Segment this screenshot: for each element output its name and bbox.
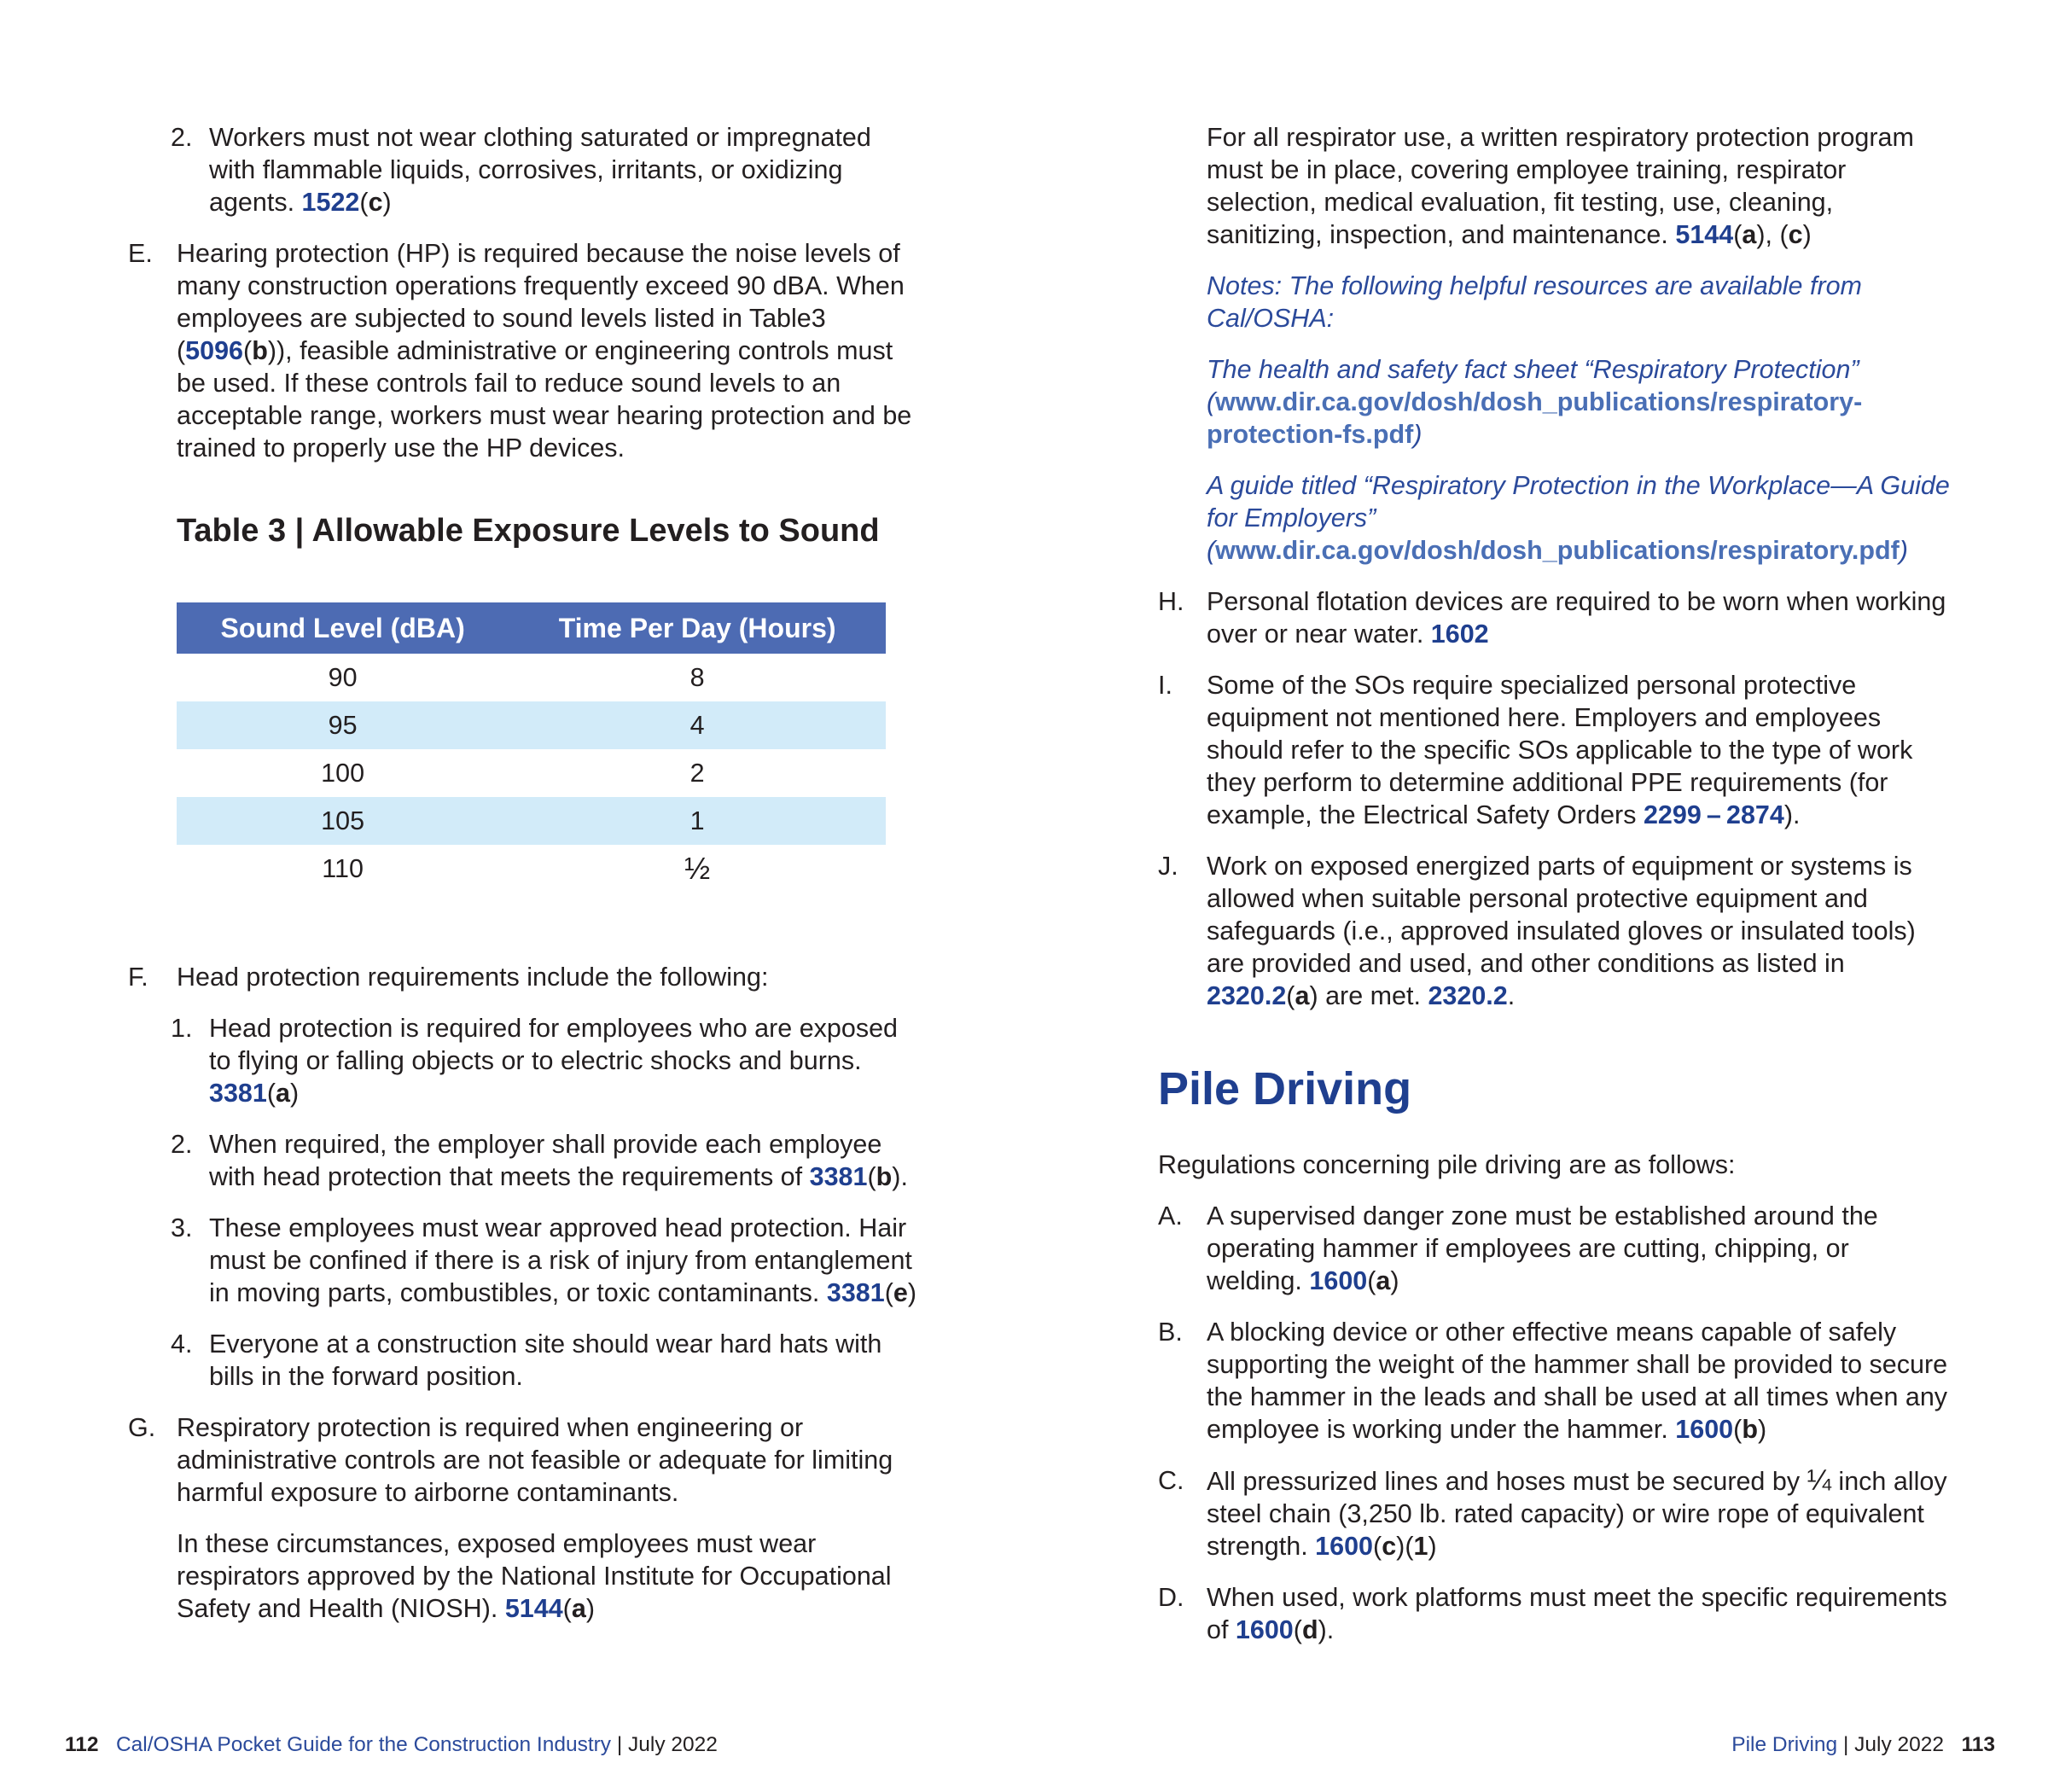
section-lead: Regulations concerning pile driving are as follows:: [1158, 1150, 1736, 1179]
item-text: In these circumstances, exposed employees must wear respirators approved by the National Institute for Occupational Safety and Health (NIOSH).: [177, 1529, 892, 1623]
regulation-link[interactable]: 1600: [1315, 1532, 1374, 1561]
footer-date: | July 2022: [616, 1733, 718, 1756]
left-page: [128, 121, 922, 1644]
page-number: 113: [1961, 1733, 1995, 1756]
table-row: [177, 654, 886, 701]
page-number: 112: [65, 1733, 99, 1756]
sublist: [171, 1012, 922, 1393]
sound-table-wrap: [128, 602, 922, 893]
item-label: I.: [1158, 671, 1172, 700]
item-text: Personal flotation devices are required to be worn when working over or near water.: [1207, 587, 1946, 649]
regulation-link[interactable]: 3381: [826, 1278, 885, 1307]
item-g-continued: For all respirator use, a written respiratory protection program must be in place, covering employee training, respirator selection, medical evaluation, fit testing, use, cleaning, sanitizing, inspection, and maintenance. 5144(a), (c): [1207, 123, 1914, 249]
item-text: Head protection requirements include the following:: [177, 963, 769, 992]
resource-1: The health and safety fact sheet “Respiratory Protection” (www.dir.ca.gov/dosh/dosh_publications/respiratory-protection-fs.pdf): [1207, 355, 1863, 449]
table-cell: 100: [321, 759, 365, 788]
subsection: a: [1742, 220, 1757, 249]
item-label: F.: [128, 963, 148, 992]
sound-exposure-table: [177, 602, 886, 893]
list-item-pd: D. When used, work platforms must meet the specific requirements of 1600(d).: [1158, 1583, 1947, 1644]
item-label: 1.: [171, 1014, 193, 1043]
item-text: A blocking device or other effective means capable of safely supporting the weight of the hammer shall be provided to secure the hammer in the leads and shall be used at all times when any employee is working under the hammer.: [1207, 1318, 1948, 1444]
fraction: ¼: [1807, 1464, 1831, 1497]
footer-right: [1731, 1732, 1995, 1758]
section-name: Pile Driving: [1731, 1733, 1838, 1756]
item-label: B.: [1158, 1318, 1183, 1347]
item-label: D.: [1158, 1583, 1184, 1612]
item-text: Hearing protection (HP) is required because the noise levels of many construction operations frequently exceed 90 dBA. When employees are subjected to sound levels listed in Table3 (: [177, 239, 905, 365]
item-text: Everyone at a construction site should wear hard hats with bills in the forward position.: [209, 1329, 882, 1391]
item-label: 4.: [171, 1329, 193, 1359]
table-cell: 105: [177, 797, 509, 845]
regulation-link[interactable]: 2299 – 2874: [1643, 800, 1784, 829]
item-label: C.: [1158, 1466, 1184, 1495]
table-cell: 110: [322, 854, 364, 883]
list-item-f3: 3. These employees must wear approved head protection. Hair must be confined if there is a risk of injury from entanglement in moving parts, combustibles, or toxic contaminants. 3381(e): [171, 1213, 917, 1307]
item-text: Head protection is required for employees who are exposed to flying or falling objects or to electric shocks and burns.: [209, 1014, 899, 1075]
subsection: a: [1376, 1266, 1391, 1295]
regulation-link[interactable]: 5144: [1675, 220, 1734, 249]
item-text: Some of the SOs require specialized personal protective equipment not mentioned here. Employers and employees should refer to the specific SOs applicable to the type of work they perform to determine additional PPE requirements (for example, the Electrical Safety Orders: [1207, 671, 1913, 829]
regulation-link[interactable]: 1602: [1430, 620, 1489, 649]
resource-2: A guide titled “Respiratory Protection in the Workplace—A Guide for Employers” (www.dir.ca.gov/dosh/dosh_publications/respiratory.pdf): [1207, 471, 1950, 565]
table-row: [177, 845, 886, 893]
item-label: 2.: [171, 1130, 193, 1159]
resource-link[interactable]: www.dir.ca.gov/dosh/dosh_publications/respiratory.pdf: [1215, 536, 1900, 565]
list-item-f1: 1. Head protection is required for employees who are exposed to flying or falling objects or to electric shocks and burns. 3381(a): [171, 1014, 899, 1108]
table-row: [177, 701, 886, 749]
item-label: G.: [128, 1413, 156, 1442]
column-header: Sound Level (dBA): [177, 602, 509, 654]
list-item-j: J. Work on exposed energized parts of equipment or systems is allowed when suitable personal protective equipment and safeguards (i.e., approved insulated gloves or insulated tools) are provided and used, and other conditions as listed in 2320.2(a) are met. 2320.2.: [1158, 852, 1916, 1010]
table-row: [177, 749, 886, 797]
regulation-link[interactable]: 3381: [809, 1162, 868, 1191]
item-text: Work on exposed energized parts of equipment or systems is allowed when suitable personal protective equipment and safeguards (i.e., approved insulated gloves or insulated tools) are provided and used, and other conditions as listed in: [1207, 852, 1916, 978]
column-header: Time Per Day (Hours): [509, 602, 886, 654]
item-label: 2.: [171, 123, 193, 152]
item-text: Respiratory protection is required when engineering or administrative controls are not feasible or adequate for limiting harmful exposure to airborne contaminants.: [177, 1413, 893, 1507]
item-label: A.: [1158, 1201, 1183, 1231]
subsection: 1: [1413, 1532, 1428, 1561]
subsection: a: [276, 1079, 290, 1108]
subsection: a: [1295, 981, 1310, 1010]
list-item-f4: [128, 1328, 922, 1393]
list-item-pb: B. A blocking device or other effective means capable of safely supporting the weight of the hammer shall be provided to secure the hammer in the leads and shall be used at all times when any employee is working under the hammer. 1600(b): [1158, 1318, 1948, 1444]
table-cell: 8: [689, 663, 705, 692]
table-cell: 2: [689, 759, 705, 788]
regulation-link[interactable]: 2320.2: [1207, 981, 1287, 1010]
list-item-h: [1158, 585, 1952, 650]
footer-date: | July 2022: [1842, 1733, 1945, 1756]
section-heading: Pile Driving: [1158, 1063, 1412, 1114]
regulation-link[interactable]: 1522: [301, 188, 360, 217]
table-cell: 4: [509, 701, 886, 749]
list-item-d2: 2. Workers must not wear clothing saturated or impregnated with flammable liquids, corrosives, irritants, or oxidizing agents. 1522(c): [171, 123, 871, 217]
table-cell: 1: [509, 797, 886, 845]
table-row: [177, 797, 886, 845]
regulation-link[interactable]: 2320.2: [1428, 981, 1508, 1010]
item-label: 3.: [171, 1213, 193, 1242]
item-text: When used, work platforms must meet the specific requirements of: [1207, 1583, 1947, 1644]
subsection: b: [1742, 1415, 1758, 1444]
item-text: When required, the employer shall provide each employee with head protection that meets the requirements of: [209, 1130, 882, 1191]
note-text: A guide titled “Respiratory Protection in the Workplace—A Guide for Employers”: [1207, 471, 1950, 532]
list-item-f: [128, 961, 922, 1393]
item-text: All pressurized lines and hoses must be secured by: [1207, 1467, 1801, 1496]
note-text: Notes: The following helpful resources are available from Cal/OSHA:: [1207, 271, 1862, 333]
item-text-cont: )), feasible administrative or engineering controls must be used. If these controls fail to reduce sound levels to an acceptable range, workers must wear hearing protection and be trained to properly use the HP devices.: [177, 336, 912, 463]
regulation-link[interactable]: 1600: [1675, 1415, 1734, 1444]
regulation-link[interactable]: 5096: [185, 336, 244, 365]
publication-title: Cal/OSHA Pocket Guide for the Construction Industry: [115, 1733, 612, 1756]
subsection: c: [368, 188, 383, 217]
subsection: e: [893, 1278, 908, 1307]
list-item-pc: C. All pressurized lines and hoses must be secured by ¼ inch alloy steel chain (3,250 lb. rated capacity) or wire rope of equivalent strength. 1600(c)(1): [1158, 1464, 1947, 1561]
item-label: H.: [1158, 587, 1184, 616]
item-text: These employees must wear approved head protection. Hair must be confined if there is a risk of injury from entanglement in moving parts, combustibles, or toxic contaminants.: [209, 1213, 912, 1307]
regulation-link[interactable]: 5144: [504, 1594, 563, 1623]
list-item-e: E. Hearing protection (HP) is required because the noise levels of many construction operations frequently exceed 90 dBA. When employees are subjected to sound levels listed in Table3 (5096(b)), feasible administrative or engineering controls must be used. If these controls fail to reduce sound levels to an acceptable range, workers must wear hearing protection and be trained to properly use the HP devices.: [128, 239, 912, 463]
notes-intro: [1158, 270, 1952, 335]
item-label: J.: [1158, 852, 1178, 881]
list-item-i: I. Some of the SOs require specialized personal protective equipment not mentioned here. Employers and employees should refer to the specific SOs applicable to the type of work they perform to determine additional PPE requirements (for example, the Electrical Safety Orders 2299 – 2874).: [1158, 671, 1913, 829]
regulation-link[interactable]: 3381: [209, 1079, 267, 1108]
list-item-f2: 2. When required, the employer shall provide each employee with head protection that meets the requirements of 3381(b).: [171, 1130, 908, 1191]
subsection: c: [1788, 220, 1803, 249]
subsection: b: [876, 1162, 893, 1191]
regulation-link[interactable]: 1600: [1309, 1266, 1368, 1295]
table-title: Table 3 | Allowable Exposure Levels to Sound: [177, 513, 880, 549]
item-text: A supervised danger zone must be established around the operating hammer if employees are cutting, chipping, or welding.: [1207, 1201, 1878, 1295]
footer-left: [65, 1732, 718, 1758]
item-text: For all respirator use, a written respiratory protection program must be in place, covering employee training, respirator selection, medical evaluation, fit testing, use, cleaning, sanitizing, inspection, and maintenance.: [1207, 123, 1914, 249]
item-g-paragraph: In these circumstances, exposed employees must wear respirators approved by the National Institute for Occupational Safety and Health (NIOSH). 5144(a): [177, 1529, 892, 1623]
resource-link[interactable]: www.dir.ca.gov/dosh/dosh_publications/respiratory-protection-fs.pdf: [1207, 387, 1863, 449]
subsection: d: [1301, 1615, 1318, 1644]
table-cell: 95: [177, 701, 509, 749]
table-cell: 90: [328, 663, 358, 692]
subsection: b: [252, 336, 268, 365]
item-label: E.: [128, 239, 153, 268]
subsection: c: [1382, 1532, 1397, 1561]
regulation-link[interactable]: 1600: [1235, 1615, 1294, 1644]
right-page: [1158, 121, 1952, 1665]
list-item-pa: A. A supervised danger zone must be established around the operating hammer if employees are cutting, chipping, or welding. 1600(a): [1158, 1201, 1878, 1295]
item-text-cont: inch alloy steel chain (3,250 lb. rated capacity) or wire rope of equivalent strength.: [1207, 1467, 1947, 1561]
list-item-g: [128, 1411, 922, 1509]
note-text: The health and safety fact sheet “Respiratory Protection”: [1207, 355, 1859, 384]
table-cell: ½: [684, 851, 711, 886]
item-text: Workers must not wear clothing saturated or impregnated with flammable liquids, corrosives, irritants, or oxidizing agents.: [209, 123, 871, 217]
item-text-cont: ) are met.: [1309, 981, 1421, 1010]
subsection: a: [571, 1594, 586, 1623]
table-header-row: [177, 602, 886, 654]
